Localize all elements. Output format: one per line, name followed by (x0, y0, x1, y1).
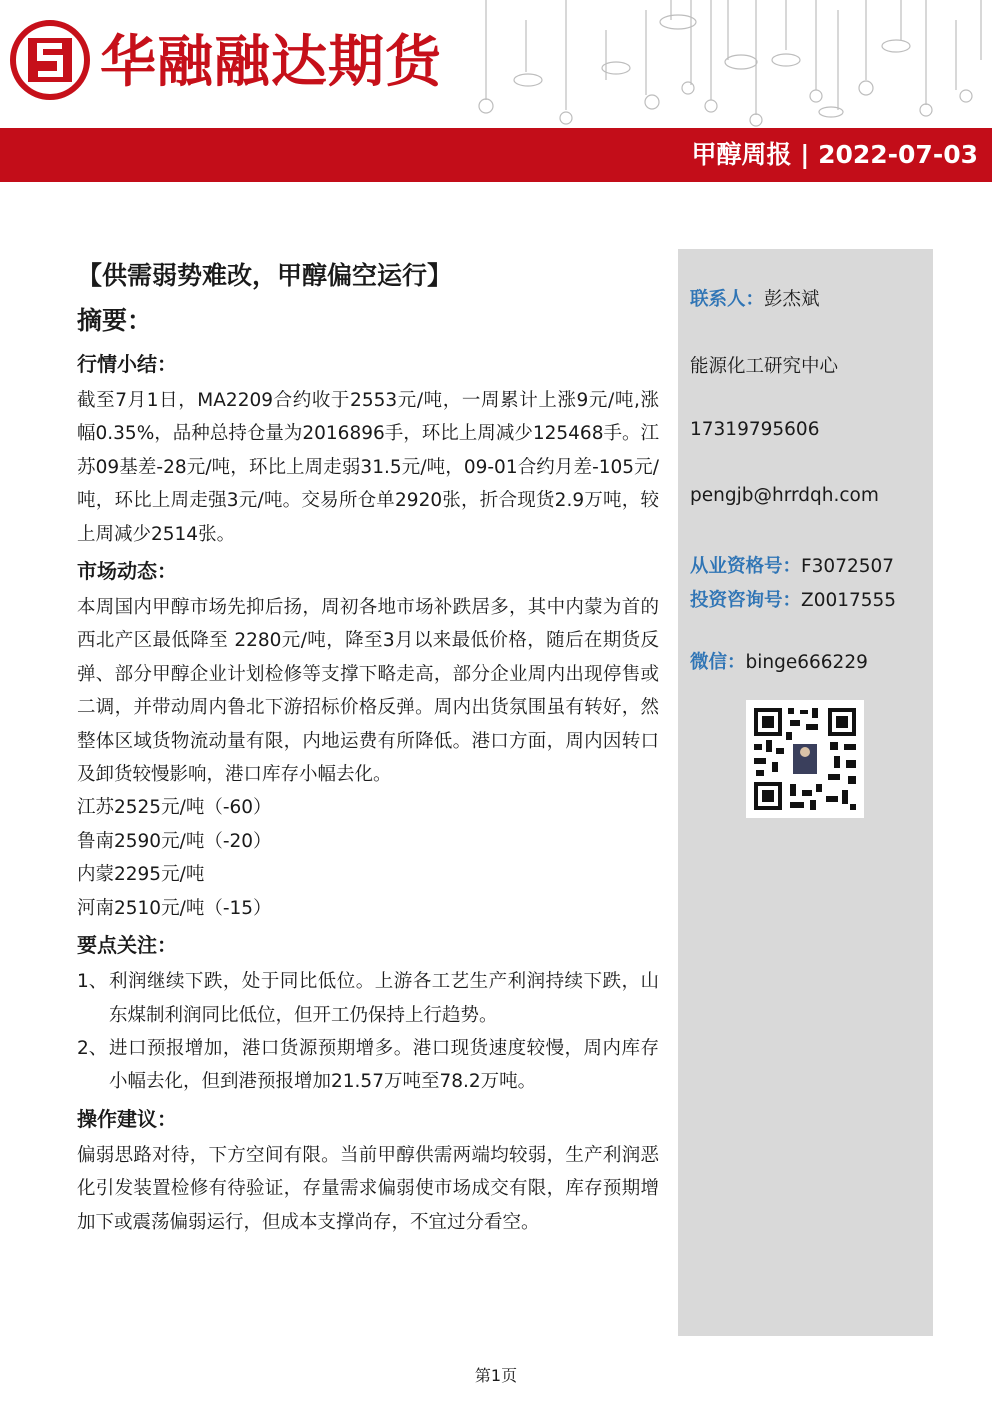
key-point-number: 1、 (77, 971, 108, 993)
advisory-label: 投资咨询号： (690, 590, 802, 611)
report-title: 甲醇周报 | 2022-07-03 (691, 140, 978, 169)
email-link[interactable]: pengjb@hrrdqh.com (690, 485, 879, 506)
wechat-label: 微信： (690, 652, 746, 673)
summary-title: 行情小结： (77, 352, 177, 376)
department: 能源化工研究中心 (690, 356, 839, 377)
advice-title: 操作建议： (77, 1106, 177, 1131)
qualification-number: F3072507 (801, 556, 895, 577)
page-number: 第1页 (474, 1366, 518, 1385)
decorative-lines (456, 0, 992, 128)
qualification-row (690, 552, 894, 578)
key-point-item (77, 965, 659, 1032)
qr-code-icon (746, 700, 864, 818)
contact-label: 联系人： (690, 289, 765, 310)
wechat-row (690, 648, 868, 674)
contact-panel (678, 249, 933, 1336)
key-point-text: 利润继续下跌，处于同比低位。上游各工艺生产利润持续下跌，山东煤制利润同比低位，但开工仍保持上行趋势。 (109, 971, 659, 1026)
company-logo-icon (10, 20, 90, 100)
price-henan: 河南2510元/吨（-15） (77, 897, 272, 919)
phone: 17319795606 (690, 419, 820, 440)
price-lunan: 鲁南2590元/吨（-20） (77, 830, 272, 852)
key-points-title: 要点关注： (77, 933, 177, 958)
advisory-number: Z0017555 (801, 590, 897, 611)
wechat-id: binge666229 (745, 652, 868, 673)
price-jiangsu: 江苏2525元/吨（-60） (77, 797, 272, 819)
market-title: 市场动态： (77, 559, 177, 584)
brand-name: 华融融达期货 (100, 30, 442, 95)
key-point-text: 进口预报增加，港口货源预期增多。港口现货速度较慢，周内库存小幅去化，但到港预报增加21.57万吨至78.2万吨。 (109, 1037, 659, 1093)
qualification-label: 从业资格号： (690, 556, 802, 577)
headline: 【供需弱势难改，甲醇偏空运行】 (77, 261, 453, 290)
summary-text: 截至7月1日，MA2209合约收于2553元/吨，一周累计上涨9元/吨,涨幅0.35%，品种总持仓量为2016896手，环比上周减少125468手。江苏09基差-28元/吨，环比上周走弱31.5元/吨，09-01合约月差-105元/吨，环比上周走强3元/吨。交易所仓单2920张，折合现货2.9万吨，较上周减少2514张。 (77, 390, 659, 545)
price-neimeng: 内蒙2295元/吨 (77, 864, 205, 886)
main-content (77, 254, 659, 1239)
abstract-title: 摘要： (77, 306, 153, 335)
contact-name: 彭杰斌 (764, 289, 820, 310)
contact-row (690, 285, 820, 311)
advisory-row (690, 586, 896, 612)
market-text: 本周国内甲醇市场先抑后扬，周初各地市场补跌居多，其中内蒙为首的西北产区最低降至 2280元/吨，降至3月以来最低价格，随后在期货反弹、部分甲醇企业计划检修等支撑下略走高，部分企业周内出现停售或二调，并带动周内鲁北下游招标价格反弹。周内出货氛围虽有转好，然整体区域货物流动量有限，内地运费有所降低。港口方面，周内因转口及卸货较慢影响，港口库存小幅去化。 (77, 597, 659, 786)
key-point-item (77, 1032, 659, 1099)
key-point-number: 2、 (77, 1037, 108, 1059)
advice-text: 偏弱思路对待，下方空间有限。当前甲醇供需两端均较弱，生产利润恶化引发装置检修有待验证，存量需求偏弱使市场成交有限，库存预期增加下或震荡偏弱运行，但成本支撑尚存，不宜过分看空。 (77, 1144, 659, 1233)
title-bar (0, 128, 992, 182)
